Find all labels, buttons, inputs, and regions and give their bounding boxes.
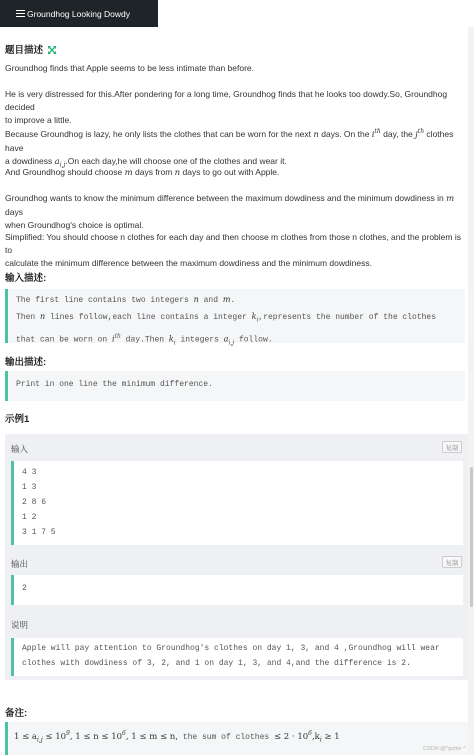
example-input-box[interactable] — [11, 461, 463, 545]
menu-icon — [16, 10, 25, 17]
description-heading: 题目描述 — [5, 42, 56, 56]
expand-icon[interactable] — [48, 46, 56, 54]
example-input-label: 输入 — [11, 444, 29, 454]
input-line: 4 3 — [22, 468, 37, 477]
example-output-label: 输出 — [11, 559, 29, 569]
copy-output-button[interactable]: 复制 — [442, 556, 462, 568]
input-line: 1 3 — [22, 483, 37, 492]
example-heading: 示例1 — [5, 414, 30, 425]
output-desc-box: Print in one line the minimum difference. — [5, 371, 465, 401]
example-explain-box: Apple will pay attention to Groundhog's clothes on day 1, 3, and 4 ,Groundhog will wear clothes with dowdiness of 3, 2, and 1 on day 1, 3, and 4,and the difference is 2. — [11, 638, 463, 676]
desc-paragraph-5: Groundhog wants to know the minimum difference between the maximum dowdiness and the minimum dowdiness in m days when Groundhog's choice is optimal. — [5, 193, 455, 230]
input-line: 2 8 6 — [22, 498, 47, 507]
watermark: CSDN @^gziter ^ — [423, 746, 466, 752]
example-output-box[interactable] — [11, 575, 463, 605]
desc-paragraph-3: Because Groundhog is lazy, he only lists the clothes that can be worn for the next n days. On the $i^{th}$ day, the $j^{th}$ clothes have a dowdiness $a_{i,j}.On$ each day,he will choose one of the clothes and wear it. — [5, 128, 454, 169]
desc-paragraph-2: He is very distressed for this.After pondering for a long time, Groundhog finds that he looks too dowdy.So, Groundhog decided to improve a little. — [5, 89, 448, 125]
scrollbar[interactable] — [468, 27, 474, 755]
example-panel — [5, 434, 468, 680]
desc-paragraph-6: Simplified: You should choose n clothes for each day and then choose m clothes from those n clothes, and the problem is to calculate the minimum difference between the maximum dowdiness and the minimum dowdiness. — [5, 232, 461, 268]
desc-paragraph-1: Groundhog finds that Apple seems to be less intimate than before. — [5, 63, 255, 73]
input-desc-box: The first line contains two integers n and m. Then n lines follow,each line contains a integer $k_i,represents$ the number of the clothes that can be worn on $i^{th}$ day.Then $k_i$ integers $a_{i,j}$ follow. — [5, 289, 465, 343]
input-line: 1 2 — [22, 513, 37, 522]
top-bar — [0, 0, 474, 27]
output-line: 2 — [22, 584, 27, 593]
output-desc-heading: 输出描述: — [5, 357, 47, 368]
input-desc-heading: 输入描述: — [5, 273, 47, 284]
copy-input-button[interactable]: 复制 — [442, 441, 462, 453]
notes-box: $1 \le a_{i,j} \le 10^9$, $1 \le n \le 10^6$, 1 ≤ m ≤ n, the sum of clothes ≤ $2 \cdot 10^6,k_i \ge 1$ — [5, 722, 468, 755]
tab-title: Groundhog Looking Dowdy — [27, 8, 131, 19]
scrollbar-thumb[interactable] — [470, 467, 473, 607]
input-line: 3 1 7 5 — [22, 528, 56, 537]
notes-heading: 备注: — [5, 708, 28, 719]
problem-tab[interactable] — [0, 0, 158, 27]
desc-paragraph-4: And Groundhog should choose m days from n days to go out with Apple. — [5, 167, 280, 178]
example-explain-label: 说明 — [11, 620, 29, 630]
